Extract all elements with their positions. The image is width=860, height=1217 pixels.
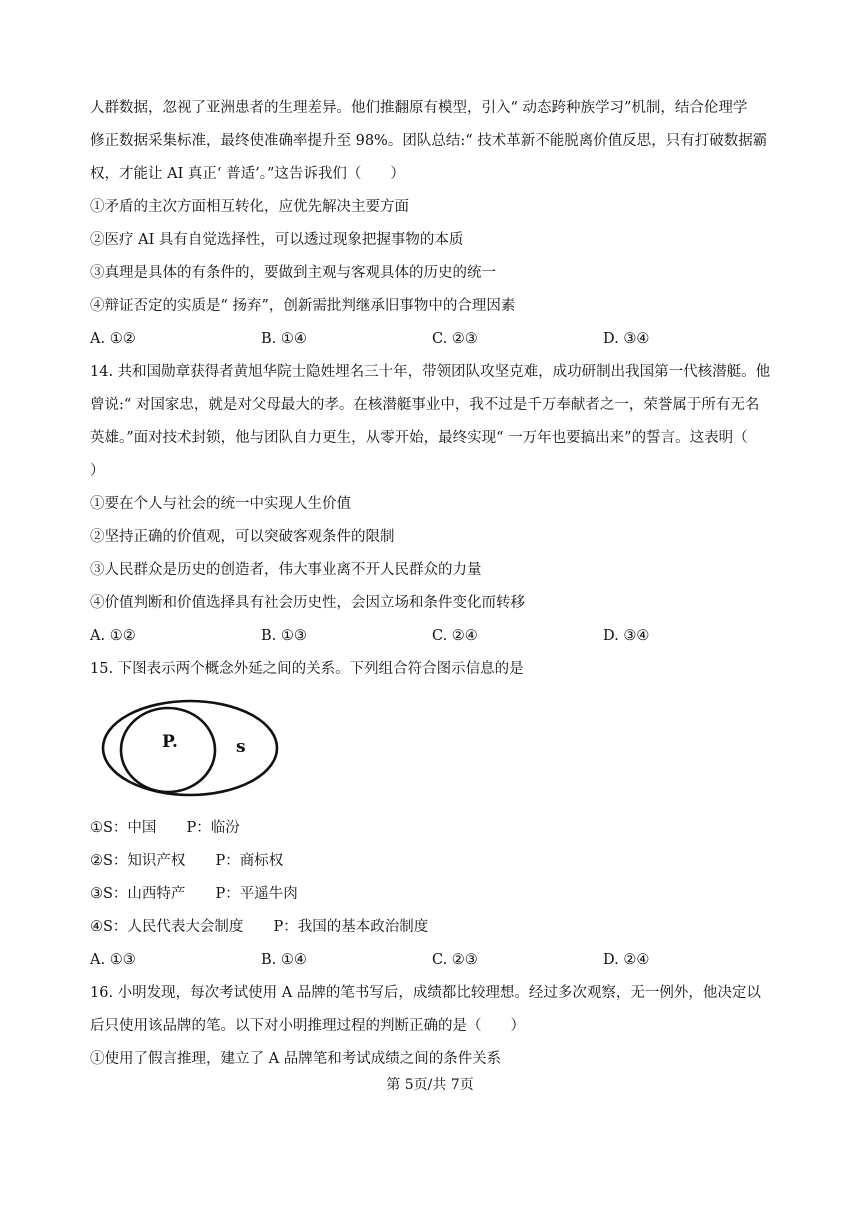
concept-s: ①S：中国 bbox=[90, 820, 157, 836]
option-d: D. ②④ bbox=[603, 952, 650, 968]
option-d: D. ③④ bbox=[603, 331, 650, 347]
question-13-continuation bbox=[90, 92, 780, 356]
exam-page-content bbox=[90, 92, 780, 1076]
option-c: C. ②③ bbox=[432, 952, 478, 968]
statement-item: ③人民群众是历史的创造者，伟大事业离不开人民群众的力量 bbox=[90, 562, 482, 578]
statement-item: ①使用了假言推理，建立了 A 品牌笔和考试成绩之间的条件关系 bbox=[90, 1051, 502, 1067]
concept-pair bbox=[90, 911, 780, 944]
question-text-line: 14. 共和国勋章获得者黄旭华院士隐姓埋名三十年，带领团队攻坚克难，成功研制出我国第一代核潜艇。他 bbox=[90, 364, 771, 380]
option-b: B. ①④ bbox=[261, 952, 307, 968]
question-text-line: 16. 小明发现，每次考试使用 A 品牌的笔书写后，成绩都比较理想。经过多次观察，无一例外，他决定以 bbox=[90, 985, 761, 1001]
concept-extension-diagram bbox=[96, 694, 286, 802]
concept-p: P：我国的基本政治制度 bbox=[273, 919, 429, 935]
outer-concept-ellipse bbox=[103, 701, 277, 795]
question-14 bbox=[90, 356, 780, 653]
outer-concept-label: s bbox=[236, 737, 246, 757]
question-text-line: 人群数据，忽视了亚洲患者的生理差异。他们推翻原有模型，引入“ 动态跨种族学习”机制，结合伦理学 bbox=[90, 100, 748, 116]
statement-item: ②医疗 AI 具有自觉选择性，可以透过现象把握事物的本质 bbox=[90, 232, 464, 248]
option-a: A. ①③ bbox=[90, 952, 136, 968]
statement-item: ③真理是具体的有条件的，要做到主观与客观具体的历史的统一 bbox=[90, 265, 496, 281]
question-text-line: ） bbox=[90, 463, 105, 479]
statement-item: ④辩证否定的实质是“ 扬弃”，创新需批判继承旧事物中的合理因素 bbox=[90, 298, 516, 314]
concept-pair bbox=[90, 845, 780, 878]
option-b: B. ①④ bbox=[261, 331, 307, 347]
option-c: C. ②③ bbox=[432, 331, 478, 347]
option-c: C. ②④ bbox=[432, 628, 478, 644]
option-d: D. ③④ bbox=[603, 628, 650, 644]
statement-item: ④价值判断和价值选择具有社会历史性，会因立场和条件变化而转移 bbox=[90, 595, 525, 611]
answer-options bbox=[90, 944, 780, 977]
concept-s: ②S：知识产权 bbox=[90, 853, 186, 869]
option-a: A. ①② bbox=[90, 628, 136, 644]
venn-diagram-svg bbox=[96, 694, 286, 802]
option-b: B. ①③ bbox=[261, 628, 307, 644]
question-stem: 15. 下图表示两个概念外延之间的关系。下列组合符合图示信息的是 bbox=[90, 661, 524, 677]
question-15 bbox=[90, 653, 780, 977]
question-text-line: 权，才能让 AI 真正‘ 普适’。”这告诉我们（ ） bbox=[90, 166, 405, 182]
concept-s: ③S：山西特产 bbox=[90, 886, 186, 902]
question-text-line: 英雄。”面对技术封锁，他与团队自力更生，从零开始，最终实现“ 一万年也要搞出来”的誓言。这表明（ bbox=[90, 430, 748, 446]
question-text-line: 修正数据采集标准，最终使准确率提升至 98%。团队总结:“ 技术革新不能脱离价值反思，只有打破数据霸 bbox=[90, 133, 768, 149]
concept-p: P：临汾 bbox=[186, 820, 240, 836]
answer-options bbox=[90, 323, 780, 356]
question-16 bbox=[90, 977, 780, 1076]
concept-p: P：平遥牛肉 bbox=[215, 886, 298, 902]
concept-pair bbox=[90, 812, 780, 845]
concept-p: P：商标权 bbox=[215, 853, 284, 869]
answer-options bbox=[90, 620, 780, 653]
option-a: A. ①② bbox=[90, 331, 136, 347]
statement-item: ①矛盾的主次方面相互转化，应优先解决主要方面 bbox=[90, 199, 409, 215]
page-number-footer: 第 5页/共 7页 bbox=[386, 1077, 474, 1093]
question-text-line: 后只使用该品牌的笔。以下对小明推理过程的判断正确的是（ ） bbox=[90, 1018, 525, 1034]
inner-concept-label: P. bbox=[162, 732, 178, 752]
statement-item: ①要在个人与社会的统一中实现人生价值 bbox=[90, 496, 351, 512]
question-text-line: 曾说:“ 对国家忠，就是对父母最大的孝。在核潜艇事业中，我不过是千万奉献者之一，荣誉属于所有无名 bbox=[90, 397, 760, 413]
concept-s: ④S：人民代表大会制度 bbox=[90, 919, 244, 935]
statement-item: ②坚持正确的价值观，可以突破客观条件的限制 bbox=[90, 529, 395, 545]
concept-pair bbox=[90, 878, 780, 911]
